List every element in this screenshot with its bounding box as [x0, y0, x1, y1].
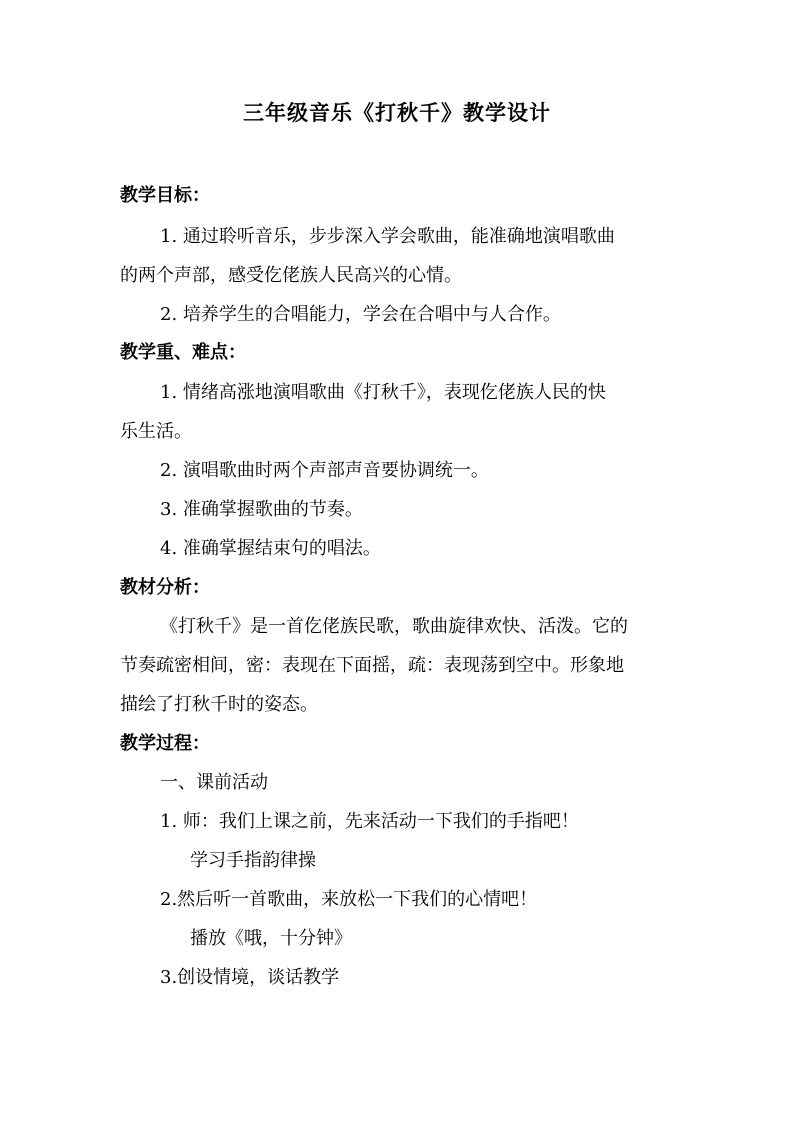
- document-title: 三年级音乐《打秋千》教学设计: [243, 100, 551, 125]
- process-step-1: 1. 师：我们上课之前，先来活动一下我们的手指吧！: [160, 811, 579, 832]
- key-points-item-3: 3. 准确掌握歌曲的节奏。: [160, 499, 363, 520]
- process-section-1: 一、课前活动: [160, 772, 268, 793]
- process-step-2-sub: 播放《哦，十分钟》: [190, 928, 352, 949]
- goals-item-1-line-2: 的两个声部，感受仡佬族人民高兴的心情。: [120, 265, 462, 286]
- goals-heading: 教学目标：: [120, 185, 210, 206]
- key-points-item-1-line-2: 乐生活。: [120, 421, 192, 442]
- analysis-heading: 教材分析：: [120, 577, 210, 598]
- key-points-item-4: 4. 准确掌握结束句的唱法。: [160, 538, 381, 559]
- process-step-2: 2.然后听一首歌曲，来放松一下我们的心情吧！: [160, 889, 538, 910]
- goals-item-2: 2. 培养学生的合唱能力，学会在合唱中与人合作。: [160, 304, 561, 325]
- analysis-line-2: 节奏疏密相间，密：表现在下面摇，疏：表现荡到空中。形象地: [120, 655, 624, 676]
- process-step-1-sub: 学习手指韵律操: [190, 850, 316, 871]
- key-points-item-1-line-1: 1. 情绪高涨地演唱歌曲《打秋千》，表现仡佬族人民的快: [160, 382, 606, 403]
- analysis-line-3: 描绘了打秋千时的姿态。: [120, 694, 318, 715]
- process-heading: 教学过程：: [120, 733, 210, 754]
- key-points-heading: 教学重、难点：: [120, 342, 246, 363]
- process-step-3: 3.创设情境，谈话教学: [160, 967, 340, 988]
- goals-item-1-line-1: 1. 通过聆听音乐，步步深入学会歌曲，能准确地演唱歌曲: [160, 226, 615, 247]
- analysis-line-1: 《打秋千》是一首仡佬族民歌，歌曲旋律欢快、活泼。它的: [160, 616, 628, 637]
- key-points-item-2: 2. 演唱歌曲时两个声部声音要协调统一。: [160, 460, 489, 481]
